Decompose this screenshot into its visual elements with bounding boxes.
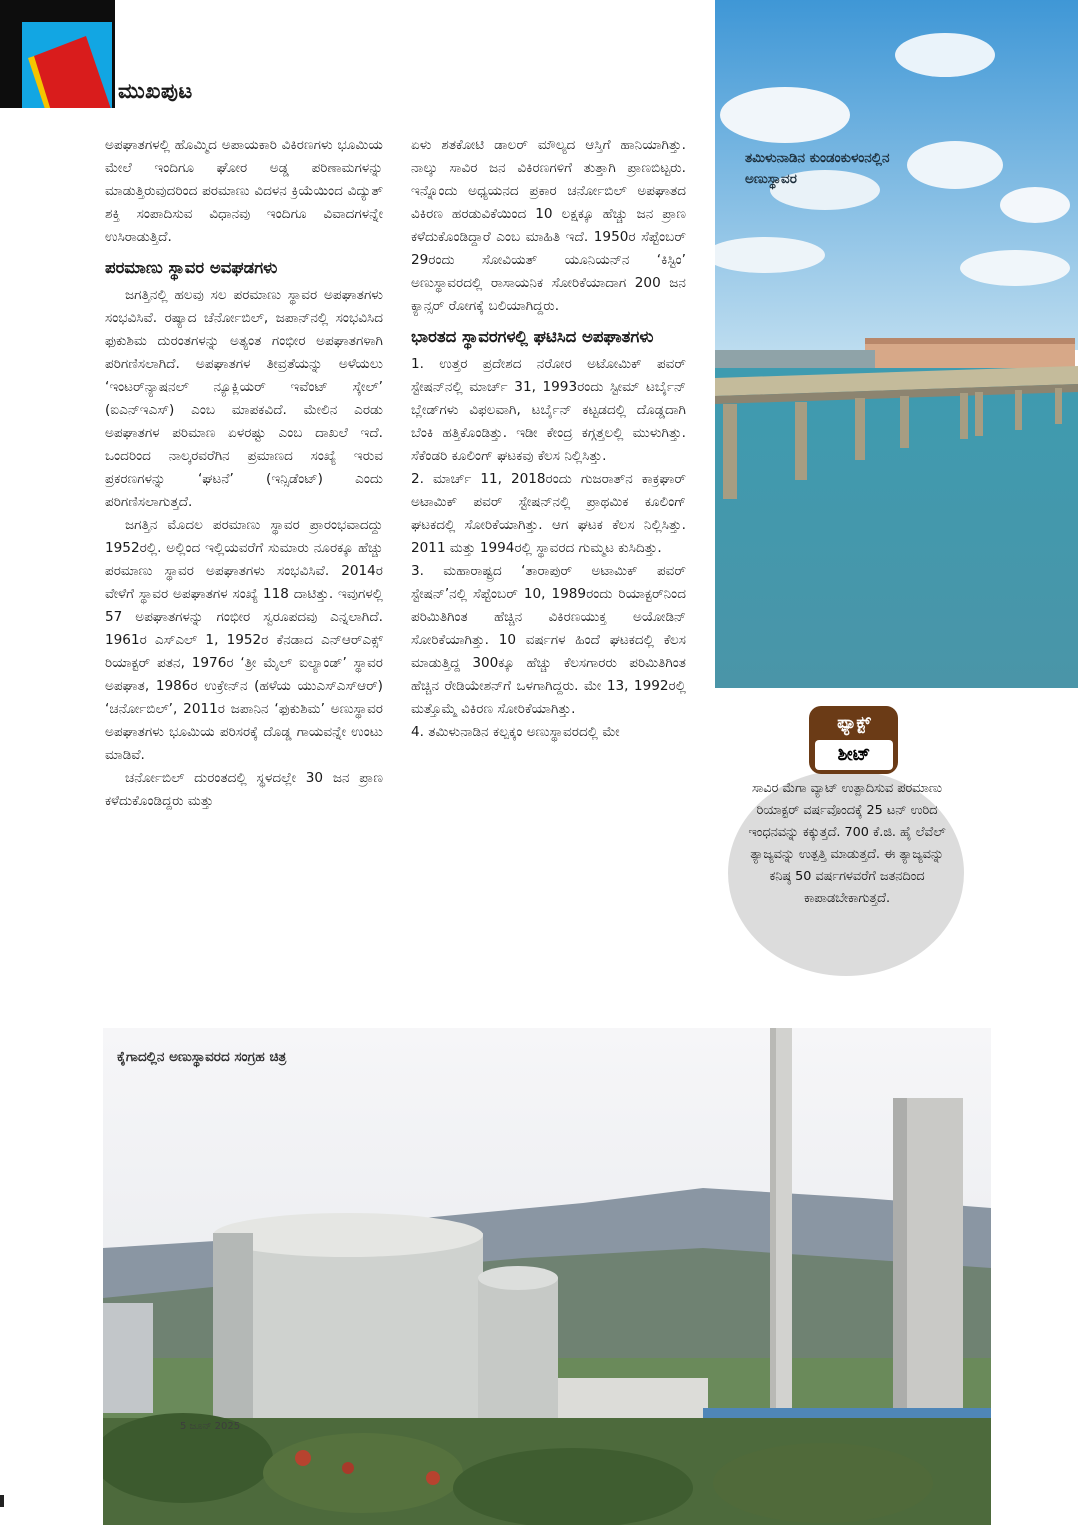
col2-list-item-3: 3. ಮಹಾರಾಷ್ಟ್ರದ ‘ತಾರಾಪುರ್ ಅಟಾಮಿಕ್ ಪವರ್ ಸ್ಟೇಷನ್’ನಲ್ಲಿ ಸೆಪ್ಟೆಂಬರ್ 10, 1989ರಂದು ರಿಯಾಕ್ಟರ್‌ನಿಂದ ಪರಿಮಿತಿಗಿಂತ ಹೆಚ್ಚಿನ ವಿಕಿರಣಯುಕ್ತ ಅಯೋಡಿನ್ ಸೋರಿಕೆಯಾಗಿತ್ತು. 10 ವರ್ಷಗಳ ಹಿಂದೆ ಘಟಕದಲ್ಲಿ ಕೆಲಸ ಮಾಡುತ್ತಿದ್ದ 300ಕ್ಕೂ ಹೆಚ್ಚು ಕೆಲಸಗಾರರು ಪರಿಮಿತಿಗಿಂತ ಹೆಚ್ಚಿನ ರೇಡಿಯೇಶನ್‌ಗೆ ಒಳಗಾಗಿದ್ದರು. ಮೇ 13, 1992ರಲ್ಲಿ ಮತ್ತೊಮ್ಮೆ ವಿಕಿರಣ ಸೋರಿಕೆಯಾಗಿತ್ತು. bbox=[411, 563, 686, 717]
fact-sheet-text: ಸಾವಿರ ಮೆಗಾ ವ್ಯಾಟ್ ಉತ್ಪಾದಿಸುವ ಪರಮಾಣು ರಿಯಾಕ್ಟರ್ ವರ್ಷವೊಂದಕ್ಕೆ 25 ಟನ್ ಉರಿದ ಇಂಧನವನ್ನು ಕಕ್ಕುತ್ತದೆ. 700 ಕೆ.ಜಿ. ಹೈ ಲೆವೆಲ್ ತ್ಯಾಜ್ಯವನ್ನು ಉತ್ಪತ್ತಿ ಮಾಡುತ್ತದೆ. ಈ ತ್ಯಾಜ್ಯವನ್ನು ಕನಿಷ್ಠ 50 ವರ್ಷಗಳವರೆಗೆ ಜತನದಿಂದ ಕಾಪಾಡಬೇಕಾಗುತ್ತದೆ. bbox=[748, 781, 946, 906]
kudankulam-photo-illustration bbox=[715, 0, 1078, 688]
page-edge-mark bbox=[0, 1495, 4, 1507]
kudankulam-photo-caption: ತಮಿಳುನಾಡಿನ ಕುಂಡಂಕುಳಂನಲ್ಲಿನ ಅಣುಸ್ಥಾವರ bbox=[745, 150, 890, 187]
section-logo bbox=[0, 0, 115, 108]
fact-sheet-title-line1: ಫ್ಯಾಕ್ಟ್ bbox=[837, 713, 871, 733]
logo-blue-panel bbox=[22, 22, 112, 108]
kaiga-photo bbox=[103, 1028, 991, 1525]
col1-paragraph-3: ಜಗತ್ತಿನ ಮೊದಲ ಪರಮಾಣು ಸ್ಥಾವರ ಪ್ರಾರಂಭವಾದದ್ದು 1952ರಲ್ಲಿ. ಅಲ್ಲಿಂದ ಇಲ್ಲಿಯವರೆಗೆ ಸುಮಾರು ನೂರಕ್ಕೂ ಹೆಚ್ಚು ಪರಮಾಣು ಸ್ಥಾವರ ಅಪಘಾತಗಳು ಸಂಭವಿಸಿವೆ. 2014ರ ವೇಳೆಗೆ ಸ್ಥಾವರ ಅಪಘಾತಗಳ ಸಂಖ್ಯೆ 118 ದಾಟಿತ್ತು. ಇವುಗಳಲ್ಲಿ 57 ಅಪಘಾತಗಳನ್ನು ಗಂಭೀರ ಸ್ವರೂಪದವು ಎನ್ನಲಾಗಿದೆ. 1961ರ ಎಸ್‌ಎಲ್ 1, 1952ರ ಕೆನಡಾದ ಎನ್‌ಆರ್‌ಎಕ್ಸ್ ರಿಯಾಕ್ಟರ್ ಪತನ, 1976ರ ‘ತ್ರೀ ಮೈಲ್ ಐಲ್ಯಾಂಡ್’ ಸ್ಥಾವರ ಅಪಘಾತ, 1986ರ ಉಕ್ರೇನ್‌ನ (ಹಳೆಯ ಯುಎಸ್‌ಎಸ್‌ಆರ್) ‘ಚರ್ನೋಬಿಲ್’, 2011ರ ಜಪಾನಿನ ‘ಫುಕುಶಿಮ’ ಅಣುಸ್ಥಾವರ ಅಪಘಾತಗಳು ಭೂಮಿಯ ಪರಿಸರಕ್ಕೆ ದೊಡ್ಡ ಗಾಯವನ್ನೇ ಉಂಟು ಮಾಡಿವೆ. bbox=[105, 517, 383, 763]
col1-paragraph-1: ಅಪಘಾತಗಳಲ್ಲಿ ಹೊಮ್ಮಿದ ಅಪಾಯಕಾರಿ ವಿಕಿರಣಗಳು ಭೂಮಿಯ ಮೇಲೆ ಇಂದಿಗೂ ಘೋರ ಅಡ್ಡ ಪರಿಣಾಮಗಳನ್ನು ಮಾಡುತ್ತಿರುವುದರಿಂದ ಪರಮಾಣು ವಿದಳನ ಕ್ರಿಯೆಯಿಂದ ವಿದ್ಯುತ್ ಶಕ್ತಿ ಸಂಪಾದಿಸುವ ವಿಧಾನವು ಇಂದಿಗೂ ವಿವಾದಗಳನ್ನೇ ಉಸಿರಾಡುತ್ತಿದೆ. bbox=[105, 137, 383, 245]
kudankulam-photo bbox=[715, 0, 1078, 688]
col2-list-item-4: 4. ತಮಿಳುನಾಡಿನ ಕಲ್ಪಕ್ಕಂ ಅಣುಸ್ಥಾವರದಲ್ಲಿ ಮೇ bbox=[411, 724, 620, 740]
col2-heading: ಭಾರತದ ಸ್ಥಾವರಗಳಲ್ಲಿ ಘಟಿಸಿದ ಅಪಘಾತಗಳು bbox=[411, 327, 654, 346]
logo-emblem-icon bbox=[22, 22, 112, 108]
article-column-2 bbox=[411, 134, 686, 744]
fact-sheet-title-line2: ಶೀಟ್ bbox=[815, 740, 893, 770]
col2-paragraph-1: ಏಳು ಶತಕೋಟಿ ಡಾಲರ್ ಮೌಲ್ಯದ ಆಸ್ತಿಗೆ ಹಾನಿಯಾಗಿತ್ತು. ನಾಲ್ಕು ಸಾವಿರ ಜನ ವಿಕಿರಣಗಳಿಗೆ ತುತ್ತಾಗಿ ಪ್ರಾಣಬಿಟ್ಟರು. ಇನ್ನೊಂದು ಅಧ್ಯಯನದ ಪ್ರಕಾರ ಚರ್ನೋಬಿಲ್ ಅಪಘಾತದ ವಿಕಿರಣ ಹರಡುವಿಕೆಯಿಂದ 10 ಲಕ್ಷಕ್ಕೂ ಹೆಚ್ಚು ಜನ ಪ್ರಾಣ ಕಳೆದುಕೊಂಡಿದ್ದಾರೆ ಎಂಬ ಮಾಹಿತಿ ಇದೆ. 1950ರ ಸೆಪ್ಟೆಂಬರ್ 29ರಂದು ಸೋವಿಯತ್ ಯೂನಿಯನ್‌ನ ‘ಕಿಸ್ಟಿಂ’ ಅಣುಸ್ಥಾವರದಲ್ಲಿ ರಾಸಾಯನಿಕ ಸೋರಿಕೆಯಾದಾಗ 200 ಜನ ಕ್ಯಾನ್ಸರ್ ರೋಗಕ್ಕೆ ಬಲಿಯಾಗಿದ್ದರು. bbox=[411, 137, 686, 314]
kaiga-photo-caption: ಕೈಗಾದಲ್ಲಿನ ಅಣುಸ್ಥಾವರದ ಸಂಗ್ರಹ ಚಿತ್ರ bbox=[117, 1049, 287, 1065]
kaiga-photo-illustration bbox=[103, 1028, 991, 1525]
col2-list-item-2: 2. ಮಾರ್ಚ್ 11, 2018ರಂದು ಗುಜರಾತ್‌ನ ಕಾಕ್ರಘಾರ್ ಅಟಾಮಿಕ್ ಪವರ್ ಸ್ಟೇಷನ್‌ನಲ್ಲಿ ಪ್ರಾಥಮಿಕ ಕೂಲಿಂಗ್ ಘಟಕದಲ್ಲಿ ಸೋರಿಕೆಯಾಗಿತ್ತು. ಆಗ ಘಟಕ ಕೆಲಸ ನಿಲ್ಲಿಸಿತ್ತು. 2011 ಮತ್ತು 1994ರಲ್ಲಿ ಸ್ಥಾವರದ ಗುಮ್ಮಟ ಕುಸಿದಿತ್ತು. bbox=[411, 471, 686, 556]
article-column-1 bbox=[105, 134, 383, 813]
col2-list-item-1: 1. ಉತ್ತರ ಪ್ರದೇಶದ ನರೋರ ಅಟೋಮಿಕ್ ಪವರ್ ಸ್ಟೇಷನ್‌ನಲ್ಲಿ ಮಾರ್ಚ್ 31, 1993ರಂದು ಸ್ಟೀಮ್ ಟರ್ಬೈನ್ ಬ್ಲೇಡ್‌ಗಳು ವಿಫಲವಾಗಿ, ಟರ್ಬೈನ್ ಕಟ್ಟಡದಲ್ಲಿ ದೊಡ್ಡದಾಗಿ ಬೆಂಕಿ ಹತ್ತಿಕೊಂಡಿತ್ತು. ಇಡೀ ಕೇಂದ್ರ ಕಗ್ಗತ್ತಲಲ್ಲಿ ಮುಳುಗಿತ್ತು. ಸೆಕೆಂಡರಿ ಕೂಲಿಂಗ್ ಘಟಕವು ಕೆಲಸ ನಿಲ್ಲಿಸಿತ್ತು. bbox=[411, 356, 686, 464]
col1-heading: ಪರಮಾಣು ಸ್ಥಾವರ ಅವಘಡಗಳು bbox=[105, 258, 278, 277]
col1-paragraph-4: ಚರ್ನೋಬಿಲ್ ದುರಂತದಲ್ಲಿ ಸ್ಥಳದಲ್ಲೇ 30 ಜನ ಪ್ರಾಣ ಕಳೆದುಕೊಂಡಿದ್ದರು ಮತ್ತು bbox=[105, 770, 383, 809]
date-watermark: 5 ಜೂನ್ 2025 bbox=[180, 1421, 241, 1432]
section-label: ಮುಖಪುಟ bbox=[118, 79, 193, 103]
col1-paragraph-2: ಜಗತ್ತಿನಲ್ಲಿ ಹಲವು ಸಲ ಪರಮಾಣು ಸ್ಥಾವರ ಅಪಘಾತಗಳು ಸಂಭವಿಸಿವೆ. ರಷ್ಯಾದ ಚೆರ್ನೋಬಿಲ್, ಜಪಾನ್‌ನಲ್ಲಿ ಸಂಭವಿಸಿದ ಫುಕುಶಿಮ ದುರಂತಗಳನ್ನು ಅತ್ಯಂತ ಗಂಭೀರ ಅಪಘಾತಗಳಾಗಿ ಪರಿಗಣಿಸಲಾಗಿದೆ. ಅಪಘಾತಗಳ ತೀವ್ರತೆಯನ್ನು ಅಳೆಯಲು ‘ಇಂಟರ್‌ನ್ಯಾಷನಲ್ ನ್ಯೂಕ್ಲಿಯರ್ ಇವೆಂಟ್ ಸ್ಕೇಲ್’ (ಐಎನ್‌ಇಎಸ್) ಎಂಬ ಮಾಪಕವಿದೆ. ಮೇಲಿನ ಎರಡು ಅಪಘಾತಗಳ ಪರಿಮಾಣ ಏಳರಷ್ಟು ಎಂಬ ದಾಖಲೆ ಇದೆ. ಒಂದರಿಂದ ನಾಲ್ಕರವರೆಗಿನ ಪ್ರಮಾಣದ ಸಂಖ್ಯೆ ಇರುವ ಪ್ರಕರಣಗಳನ್ನು ‘ಘಟನೆ’ (ಇನ್ಸಿಡೆಂಟ್) ಎಂದು ಪರಿಗಣಿಸಲಾಗುತ್ತದೆ. bbox=[105, 287, 383, 510]
